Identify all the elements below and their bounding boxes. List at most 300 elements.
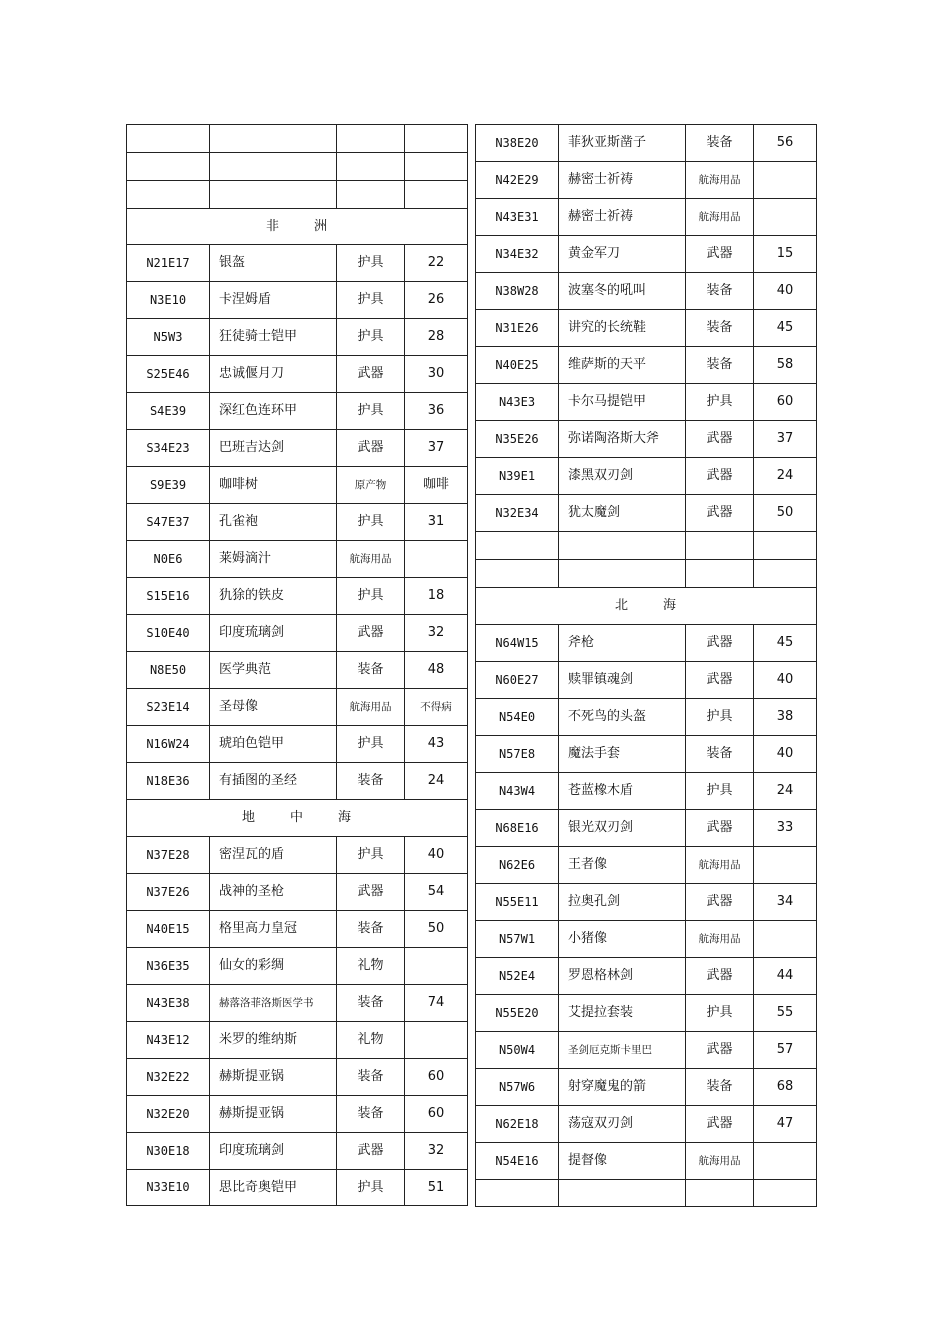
table-row — [476, 699, 817, 736]
item-type-cell: 航海用品 — [686, 921, 754, 958]
item-name-cell: 弥诺陶洛斯大斧 — [559, 421, 686, 458]
item-value-cell: 50 — [754, 495, 817, 532]
empty-cell — [686, 532, 754, 560]
item-name-cell: 苍蓝橡木盾 — [559, 773, 686, 810]
coordinate-cell: N55E20 — [476, 995, 559, 1032]
region-header-row — [476, 588, 817, 625]
item-type-cell: 武器 — [686, 458, 754, 495]
coordinate-cell: S47E37 — [127, 504, 210, 541]
table-row — [476, 958, 817, 995]
coordinate-cell: N40E15 — [127, 911, 210, 948]
table-row — [127, 874, 468, 911]
table-row — [127, 1133, 468, 1170]
coordinate-cell: N42E29 — [476, 162, 559, 199]
coordinate-cell: S9E39 — [127, 467, 210, 504]
coordinate-cell: S4E39 — [127, 393, 210, 430]
item-name-cell: 琥珀色铠甲 — [210, 726, 337, 763]
coordinate-cell: S10E40 — [127, 615, 210, 652]
item-name-cell: 密涅瓦的盾 — [210, 837, 337, 874]
table-row — [476, 1143, 817, 1180]
coordinate-cell: N39E1 — [476, 458, 559, 495]
coordinate-cell: N31E26 — [476, 310, 559, 347]
region-title-char: 北 — [614, 598, 629, 614]
item-type-cell: 武器 — [686, 810, 754, 847]
empty-cell — [754, 1180, 817, 1207]
coordinate-cell: N37E26 — [127, 874, 210, 911]
item-type-cell: 武器 — [337, 874, 405, 911]
item-type-cell: 航海用品 — [686, 1143, 754, 1180]
left-item-table — [126, 124, 468, 1206]
item-value-cell: 咖啡 — [405, 467, 468, 504]
table-row — [127, 652, 468, 689]
coordinate-cell: N52E4 — [476, 958, 559, 995]
empty-cell — [686, 1180, 754, 1207]
item-value-cell: 40 — [405, 837, 468, 874]
item-value-cell: 50 — [405, 911, 468, 948]
table-row — [127, 1096, 468, 1133]
item-type-cell: 护具 — [337, 837, 405, 874]
item-value-cell: 15 — [754, 236, 817, 273]
table-row — [476, 347, 817, 384]
coordinate-cell: N50W4 — [476, 1032, 559, 1069]
item-name-cell: 圣母像 — [210, 689, 337, 726]
coordinate-cell: N18E36 — [127, 763, 210, 800]
region-title-char: 非 — [265, 218, 280, 234]
item-type-cell: 装备 — [337, 652, 405, 689]
item-name-cell: 罗恩格林剑 — [559, 958, 686, 995]
coordinate-cell: N30E18 — [127, 1133, 210, 1170]
table-row — [127, 1022, 468, 1059]
item-type-cell: 航海用品 — [686, 162, 754, 199]
empty-cell — [127, 125, 210, 153]
item-type-cell: 护具 — [337, 245, 405, 282]
item-type-cell: 装备 — [337, 1059, 405, 1096]
item-value-cell — [405, 1022, 468, 1059]
table-row — [127, 726, 468, 763]
item-type-cell: 护具 — [337, 1170, 405, 1206]
item-name-cell: 咖啡树 — [210, 467, 337, 504]
item-type-cell: 礼物 — [337, 948, 405, 985]
item-type-cell: 装备 — [337, 1096, 405, 1133]
table-row — [476, 625, 817, 662]
coordinate-cell: N43E38 — [127, 985, 210, 1022]
table-row — [476, 1106, 817, 1143]
empty-cell — [754, 560, 817, 588]
item-value-cell: 38 — [754, 699, 817, 736]
item-value-cell: 57 — [754, 1032, 817, 1069]
table-row — [476, 773, 817, 810]
item-type-cell: 装备 — [686, 347, 754, 384]
item-name-cell: 印度琉璃剑 — [210, 615, 337, 652]
empty-cell — [210, 153, 337, 181]
coordinate-cell: N5W3 — [127, 319, 210, 356]
table-row — [127, 393, 468, 430]
table-row — [476, 384, 817, 421]
item-type-cell: 武器 — [337, 615, 405, 652]
item-value-cell: 58 — [754, 347, 817, 384]
item-name-cell: 不死鸟的头盔 — [559, 699, 686, 736]
item-name-cell: 格里高力皇冠 — [210, 911, 337, 948]
item-name-cell: 提督像 — [559, 1143, 686, 1180]
item-value-cell: 51 — [405, 1170, 468, 1206]
item-name-cell: 射穿魔鬼的箭 — [559, 1069, 686, 1106]
coordinate-cell: N34E32 — [476, 236, 559, 273]
table-row — [127, 245, 468, 282]
empty-cell — [559, 1180, 686, 1207]
region-title — [476, 588, 817, 625]
table-row — [127, 763, 468, 800]
empty-cell — [210, 125, 337, 153]
coordinate-cell: N0E6 — [127, 541, 210, 578]
coordinate-cell: N68E16 — [476, 810, 559, 847]
item-type-cell: 护具 — [337, 282, 405, 319]
item-name-cell: 圣剑厄克斯卡里巴 — [559, 1032, 686, 1069]
item-value-cell: 24 — [754, 773, 817, 810]
item-name-cell: 赫落洛菲洛斯医学书 — [210, 985, 337, 1022]
item-type-cell: 护具 — [686, 384, 754, 421]
table-row — [127, 837, 468, 874]
item-name-cell: 有插图的圣经 — [210, 763, 337, 800]
item-name-cell: 漆黑双刃剑 — [559, 458, 686, 495]
item-name-cell: 卡尔马提铠甲 — [559, 384, 686, 421]
item-name-cell: 医学典范 — [210, 652, 337, 689]
table-row — [127, 1059, 468, 1096]
table-row — [476, 884, 817, 921]
empty-cell — [476, 560, 559, 588]
table-row — [476, 125, 817, 162]
table-row — [127, 1170, 468, 1206]
item-type-cell: 武器 — [686, 662, 754, 699]
coordinate-cell: N43E3 — [476, 384, 559, 421]
table-row — [476, 199, 817, 236]
item-value-cell: 34 — [754, 884, 817, 921]
item-type-cell: 装备 — [337, 763, 405, 800]
item-value-cell: 45 — [754, 625, 817, 662]
item-type-cell: 护具 — [686, 699, 754, 736]
item-name-cell: 魔法手套 — [559, 736, 686, 773]
coordinate-cell: N64W15 — [476, 625, 559, 662]
item-value-cell: 40 — [754, 662, 817, 699]
empty-cell — [405, 181, 468, 209]
coordinate-cell: N62E18 — [476, 1106, 559, 1143]
item-value-cell: 37 — [754, 421, 817, 458]
item-value-cell: 56 — [754, 125, 817, 162]
region-title — [127, 800, 468, 837]
empty-cell — [337, 125, 405, 153]
item-value-cell: 40 — [754, 273, 817, 310]
item-type-cell: 武器 — [686, 884, 754, 921]
right-table-body — [476, 125, 817, 1207]
item-type-cell: 武器 — [337, 1133, 405, 1170]
item-value-cell — [754, 1143, 817, 1180]
coordinate-cell: N32E22 — [127, 1059, 210, 1096]
item-name-cell: 仙女的彩绸 — [210, 948, 337, 985]
table-row — [127, 911, 468, 948]
coordinate-cell: N33E10 — [127, 1170, 210, 1206]
item-type-cell: 航海用品 — [686, 199, 754, 236]
item-name-cell: 赫斯提亚锅 — [210, 1096, 337, 1133]
item-type-cell: 装备 — [337, 985, 405, 1022]
table-row — [127, 356, 468, 393]
coordinate-cell: N32E20 — [127, 1096, 210, 1133]
table-row — [476, 847, 817, 884]
table-row — [476, 1032, 817, 1069]
item-name-cell: 赫密士祈祷 — [559, 199, 686, 236]
item-name-cell: 忠诚偃月刀 — [210, 356, 337, 393]
table-row — [127, 319, 468, 356]
item-name-cell: 艾提拉套装 — [559, 995, 686, 1032]
coordinate-cell: S23E14 — [127, 689, 210, 726]
coordinate-cell: N54E0 — [476, 699, 559, 736]
item-value-cell: 36 — [405, 393, 468, 430]
item-name-cell: 银盔 — [210, 245, 337, 282]
region-title-char: 洲 — [314, 218, 329, 234]
empty-cell — [559, 532, 686, 560]
item-type-cell: 护具 — [686, 773, 754, 810]
empty-row — [476, 1180, 817, 1207]
item-value-cell: 43 — [405, 726, 468, 763]
empty-row — [127, 153, 468, 181]
item-value-cell: 60 — [405, 1096, 468, 1133]
empty-cell — [559, 560, 686, 588]
coordinate-cell: N38E20 — [476, 125, 559, 162]
item-name-cell: 赫斯提亚锅 — [210, 1059, 337, 1096]
item-name-cell: 王者像 — [559, 847, 686, 884]
item-value-cell — [754, 162, 817, 199]
right-item-table — [475, 124, 817, 1207]
region-title — [127, 209, 468, 245]
item-type-cell: 武器 — [686, 1032, 754, 1069]
empty-row — [127, 125, 468, 153]
table-row — [476, 995, 817, 1032]
table-row — [476, 421, 817, 458]
table-row — [476, 1069, 817, 1106]
item-name-cell: 巴班吉达剑 — [210, 430, 337, 467]
item-value-cell: 24 — [405, 763, 468, 800]
table-row — [127, 985, 468, 1022]
item-type-cell: 武器 — [686, 625, 754, 662]
table-row — [476, 458, 817, 495]
table-row — [127, 467, 468, 504]
item-name-cell: 讲究的长统鞋 — [559, 310, 686, 347]
coordinate-cell: S34E23 — [127, 430, 210, 467]
table-row — [476, 236, 817, 273]
item-type-cell: 护具 — [337, 578, 405, 615]
table-row — [127, 615, 468, 652]
item-type-cell: 航海用品 — [337, 689, 405, 726]
item-value-cell: 48 — [405, 652, 468, 689]
coordinate-cell: N3E10 — [127, 282, 210, 319]
coordinate-cell: N57W1 — [476, 921, 559, 958]
table-row — [127, 504, 468, 541]
table-row — [476, 273, 817, 310]
item-value-cell: 68 — [754, 1069, 817, 1106]
item-name-cell: 战神的圣枪 — [210, 874, 337, 911]
item-name-cell: 赫密士祈祷 — [559, 162, 686, 199]
item-name-cell: 印度琉璃剑 — [210, 1133, 337, 1170]
item-type-cell: 护具 — [686, 995, 754, 1032]
item-value-cell: 47 — [754, 1106, 817, 1143]
coordinate-cell: N43W4 — [476, 773, 559, 810]
item-name-cell: 卡涅姆盾 — [210, 282, 337, 319]
table-row — [476, 736, 817, 773]
table-row — [476, 162, 817, 199]
coordinate-cell: N32E34 — [476, 495, 559, 532]
coordinate-cell: N43E31 — [476, 199, 559, 236]
item-value-cell: 33 — [754, 810, 817, 847]
item-value-cell: 74 — [405, 985, 468, 1022]
coordinate-cell: N38W28 — [476, 273, 559, 310]
item-type-cell: 装备 — [686, 125, 754, 162]
item-type-cell: 武器 — [337, 356, 405, 393]
item-type-cell: 装备 — [337, 911, 405, 948]
coordinate-cell: N54E16 — [476, 1143, 559, 1180]
item-value-cell: 30 — [405, 356, 468, 393]
item-value-cell: 22 — [405, 245, 468, 282]
item-name-cell: 米罗的维纳斯 — [210, 1022, 337, 1059]
region-header-row — [127, 209, 468, 245]
empty-cell — [127, 153, 210, 181]
item-value-cell: 60 — [754, 384, 817, 421]
item-value-cell — [754, 921, 817, 958]
item-type-cell: 护具 — [337, 319, 405, 356]
item-name-cell: 小猪像 — [559, 921, 686, 958]
item-type-cell: 装备 — [686, 310, 754, 347]
coordinate-cell: N16W24 — [127, 726, 210, 763]
empty-cell — [405, 153, 468, 181]
table-row — [127, 948, 468, 985]
table-row — [127, 689, 468, 726]
item-name-cell: 深红色连环甲 — [210, 393, 337, 430]
item-type-cell: 礼物 — [337, 1022, 405, 1059]
item-value-cell: 54 — [405, 874, 468, 911]
item-type-cell: 原产物 — [337, 467, 405, 504]
item-value-cell: 40 — [754, 736, 817, 773]
table-row — [476, 310, 817, 347]
coordinate-cell: N57E8 — [476, 736, 559, 773]
empty-cell — [476, 532, 559, 560]
item-type-cell: 武器 — [337, 430, 405, 467]
item-name-cell: 莱姆滴汁 — [210, 541, 337, 578]
item-type-cell: 武器 — [686, 1106, 754, 1143]
table-row — [127, 541, 468, 578]
item-value-cell: 32 — [405, 1133, 468, 1170]
item-name-cell: 银光双刃剑 — [559, 810, 686, 847]
region-title-char: 中 — [289, 810, 304, 826]
coordinate-cell: N36E35 — [127, 948, 210, 985]
item-name-cell: 犰狳的铁皮 — [210, 578, 337, 615]
item-name-cell: 斧枪 — [559, 625, 686, 662]
item-name-cell: 拉奥孔剑 — [559, 884, 686, 921]
item-value-cell: 55 — [754, 995, 817, 1032]
item-type-cell: 护具 — [337, 393, 405, 430]
empty-row — [476, 560, 817, 588]
item-value-cell: 44 — [754, 958, 817, 995]
coordinate-cell: S15E16 — [127, 578, 210, 615]
coordinate-cell: N57W6 — [476, 1069, 559, 1106]
item-value-cell: 32 — [405, 615, 468, 652]
item-type-cell: 航海用品 — [686, 847, 754, 884]
region-header-row — [127, 800, 468, 837]
item-value-cell: 31 — [405, 504, 468, 541]
table-row — [127, 578, 468, 615]
item-value-cell: 18 — [405, 578, 468, 615]
item-type-cell: 护具 — [337, 504, 405, 541]
empty-cell — [210, 181, 337, 209]
table-row — [127, 282, 468, 319]
item-value-cell — [754, 847, 817, 884]
item-name-cell: 思比奇奥铠甲 — [210, 1170, 337, 1206]
item-value-cell: 45 — [754, 310, 817, 347]
empty-row — [476, 532, 817, 560]
table-row — [476, 662, 817, 699]
coordinate-cell: N55E11 — [476, 884, 559, 921]
table-row — [476, 495, 817, 532]
coordinate-cell: N37E28 — [127, 837, 210, 874]
empty-cell — [337, 153, 405, 181]
coordinate-cell: N40E25 — [476, 347, 559, 384]
item-name-cell: 波塞冬的吼叫 — [559, 273, 686, 310]
item-name-cell: 赎罪镇魂剑 — [559, 662, 686, 699]
coordinate-cell: S25E46 — [127, 356, 210, 393]
item-name-cell: 菲狄亚斯凿子 — [559, 125, 686, 162]
empty-cell — [686, 560, 754, 588]
item-name-cell: 狂徒骑士铠甲 — [210, 319, 337, 356]
item-type-cell: 武器 — [686, 495, 754, 532]
item-value-cell: 28 — [405, 319, 468, 356]
item-type-cell: 武器 — [686, 958, 754, 995]
left-table-body — [127, 125, 468, 1206]
item-value-cell: 不得病 — [405, 689, 468, 726]
region-title-char: 地 — [241, 810, 256, 826]
coordinate-cell: N62E6 — [476, 847, 559, 884]
item-type-cell: 装备 — [686, 736, 754, 773]
item-name-cell: 维萨斯的天平 — [559, 347, 686, 384]
region-title-char: 海 — [338, 810, 353, 826]
item-type-cell: 装备 — [686, 1069, 754, 1106]
item-name-cell: 孔雀袍 — [210, 504, 337, 541]
coordinate-cell: N21E17 — [127, 245, 210, 282]
coordinate-cell: N35E26 — [476, 421, 559, 458]
item-value-cell — [405, 948, 468, 985]
table-row — [476, 921, 817, 958]
region-title-char: 海 — [663, 598, 678, 614]
empty-cell — [127, 181, 210, 209]
item-type-cell: 武器 — [686, 236, 754, 273]
empty-cell — [754, 532, 817, 560]
empty-row — [127, 181, 468, 209]
item-type-cell: 装备 — [686, 273, 754, 310]
item-value-cell — [754, 199, 817, 236]
item-type-cell: 武器 — [686, 421, 754, 458]
item-name-cell: 黄金军刀 — [559, 236, 686, 273]
item-value-cell: 24 — [754, 458, 817, 495]
item-name-cell: 荡寇双刃剑 — [559, 1106, 686, 1143]
item-type-cell: 护具 — [337, 726, 405, 763]
empty-cell — [337, 181, 405, 209]
table-row — [476, 810, 817, 847]
item-value-cell — [405, 541, 468, 578]
empty-cell — [476, 1180, 559, 1207]
item-value-cell: 60 — [405, 1059, 468, 1096]
coordinate-cell: N8E50 — [127, 652, 210, 689]
empty-cell — [405, 125, 468, 153]
coordinate-cell: N60E27 — [476, 662, 559, 699]
item-value-cell: 26 — [405, 282, 468, 319]
item-value-cell: 37 — [405, 430, 468, 467]
coordinate-cell: N43E12 — [127, 1022, 210, 1059]
item-type-cell: 航海用品 — [337, 541, 405, 578]
